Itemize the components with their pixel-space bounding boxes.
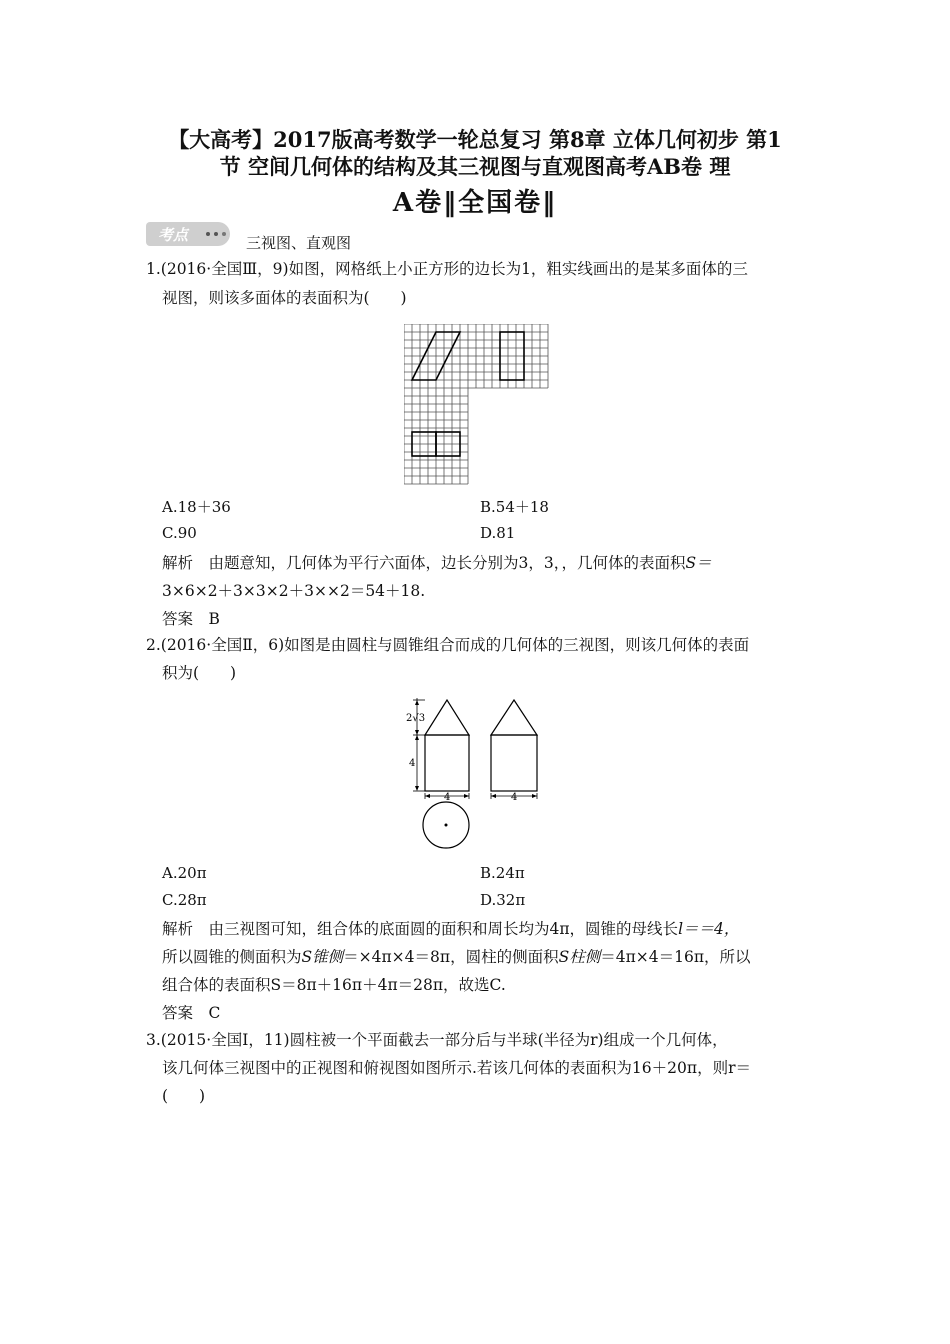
q2-analysis-line3: 组合体的表面积S＝8π＋16π＋4π＝28π，故选C.	[162, 976, 506, 994]
q1-analysis-line2: 3×6×2＋3×3×2＋3××2＝54＋18.	[162, 582, 426, 600]
doc-title-line2: 节 空间几何体的结构及其三视图与直观图高考AB卷 理	[219, 154, 731, 179]
q2-dim-side-width: 4	[511, 792, 518, 803]
q2-analysis-part-b: ＝×4π×4＝8π，圆柱的侧面积	[343, 948, 559, 966]
q1-option-c: C.90	[162, 524, 197, 542]
dot-icon	[206, 232, 210, 236]
q1-option-d: D.81	[480, 524, 516, 542]
q2-stem-line1: 2.(2016·全国Ⅱ，6)如图是由圆柱与圆锥组合而成的几何体的三视图，则该几何体的表面	[146, 636, 750, 654]
q2-dim-cone-height: 2√3	[406, 713, 426, 724]
volume-heading: A卷‖全国卷‖	[392, 188, 558, 218]
q2-option-d: D.32π	[480, 891, 526, 909]
kaodian-label: 考点	[158, 226, 189, 244]
q1-analysis-text: 解析 由题意知，几何体为平行六面体，边长分别为3，3，，几何体的表面积	[162, 554, 686, 572]
q2-option-b: B.24π	[480, 864, 525, 882]
q3-stem-line2: 该几何体三视图中的正视图和俯视图如图所示.若该几何体的表面积为16＋20π，则r＝	[162, 1059, 751, 1077]
q3-stem-line1: 3.(2015·全国Ⅰ，11)圆柱被一个平面截去一部分后与半球(半径为r)组成一个几何体，	[146, 1031, 728, 1049]
q1-stem-line1: 1.(2016·全国Ⅲ，9)如图，网格纸上小正方形的边长为1，粗实线画出的是某多面体的三	[146, 260, 748, 278]
q1-option-b: B.54＋18	[480, 498, 549, 516]
q2-dim-cyl-height: 4	[409, 758, 416, 769]
dot-icon	[214, 232, 218, 236]
doc-title-line1: 【大高考】2017版高考数学一轮总复习 第8章 立体几何初步 第1	[168, 127, 782, 152]
q2-analysis-line1	[162, 918, 739, 940]
q2-analysis-s-cone: S锥侧	[301, 948, 344, 966]
q1-analysis-s: S＝	[685, 554, 712, 572]
q1-option-a: A.18＋36	[162, 498, 231, 516]
q2-analysis-s-cyl: S柱侧	[558, 948, 601, 966]
q2-option-a: A.20π	[162, 864, 207, 882]
q1-three-view-grid-figure	[404, 324, 550, 490]
q2-analysis-l: l＝＝4，	[678, 920, 740, 938]
q2-answer: 答案 C	[162, 1004, 221, 1022]
section-topic: 三视图、直观图	[246, 234, 352, 252]
q2-three-view-figure	[404, 695, 544, 853]
q3-stem-line3: ( )	[162, 1087, 206, 1105]
dot-icon	[222, 232, 226, 236]
q2-analysis-part-c: ＝4π×4＝16π，所以	[600, 948, 751, 966]
q1-stem-line2: 视图，则该多面体的表面积为( )	[162, 289, 407, 307]
kaodian-tag	[146, 222, 230, 246]
q2-analysis-part-a: 所以圆锥的侧面积为	[162, 948, 302, 966]
q2-analysis-text: 解析 由三视图可知，组合体的底面圆的面积和周长均为4π，圆锥的母线长	[162, 920, 679, 938]
q2-stem-line2: 积为( )	[162, 664, 237, 682]
q1-analysis-line1	[162, 552, 712, 574]
q2-option-c: C.28π	[162, 891, 207, 909]
q1-answer: 答案 B	[162, 610, 220, 628]
q2-analysis-line2	[162, 946, 751, 968]
q2-dim-front-width: 4	[444, 792, 451, 803]
